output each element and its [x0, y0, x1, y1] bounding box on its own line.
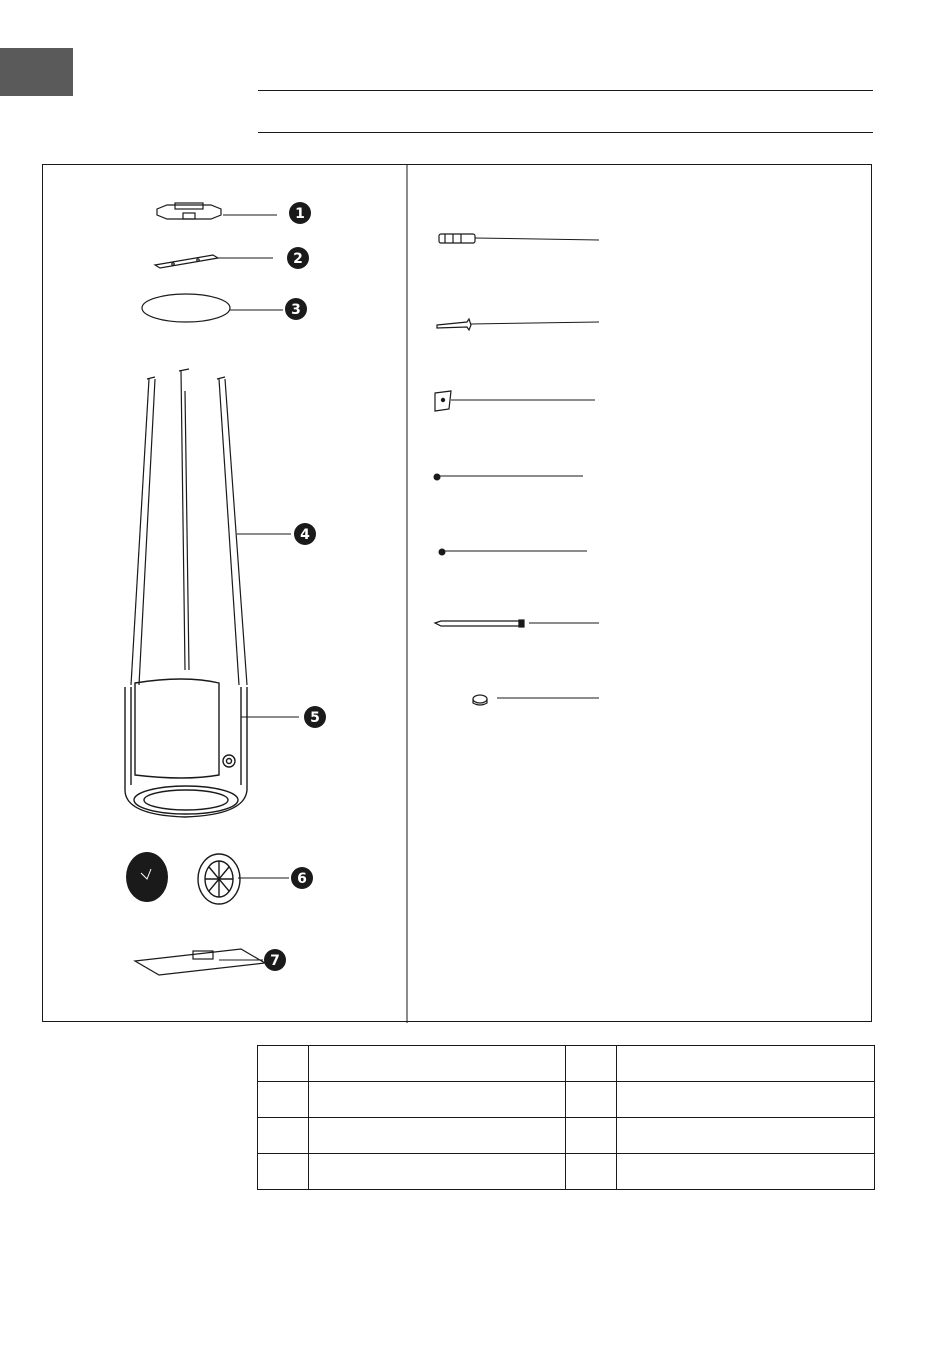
part-5-number: 5 [310, 710, 320, 726]
accessory-cap-nut [473, 695, 599, 705]
accessory-threaded-rod [435, 620, 599, 627]
part-5-badge [304, 706, 326, 728]
part-1-number: 1 [295, 206, 305, 222]
accessory-nut-screw [439, 549, 588, 556]
table-cell [258, 1046, 309, 1082]
table-cell [617, 1082, 875, 1118]
table-row [258, 1154, 875, 1190]
table-cell [566, 1118, 617, 1154]
table-cell [566, 1082, 617, 1118]
table-cell [258, 1154, 309, 1190]
title-rule-bottom [258, 132, 873, 133]
part-3-number: 3 [291, 302, 301, 318]
part-1-badge [289, 202, 311, 224]
accessory-small-screw [434, 474, 584, 481]
part-7-cover-plate [135, 949, 265, 975]
parts-figure-box [42, 164, 872, 1022]
table-row [258, 1118, 875, 1154]
part-4-number: 4 [300, 527, 310, 543]
table-cell [617, 1154, 875, 1190]
accessory-wall-plug [439, 234, 599, 243]
table-cell [258, 1082, 309, 1118]
table-cell [566, 1046, 617, 1082]
language-tab [0, 48, 73, 96]
part-6-number: 6 [297, 871, 307, 887]
part-7-badge [264, 949, 286, 971]
parts-list-table [257, 1045, 875, 1190]
part-4-chimney-rods [131, 369, 247, 685]
table-cell [258, 1118, 309, 1154]
title-rule-top [258, 90, 873, 91]
part-3-badge [285, 298, 307, 320]
part-6-filters [126, 852, 240, 904]
table-cell [309, 1118, 566, 1154]
part-6-badge [291, 867, 313, 889]
table-cell [617, 1118, 875, 1154]
part-4-badge [294, 523, 316, 545]
part-2-number: 2 [293, 251, 303, 267]
part-1-mounting-bracket [157, 203, 221, 219]
table-cell [309, 1154, 566, 1190]
table-row [258, 1082, 875, 1118]
accessory-bracket-clip [435, 391, 595, 411]
part-2-badge [287, 247, 309, 269]
table-cell [617, 1046, 875, 1082]
accessory-screw [437, 319, 599, 330]
parts-illustration [43, 165, 873, 1023]
table-cell [566, 1154, 617, 1190]
table-cell [309, 1046, 566, 1082]
part-7-number: 7 [270, 953, 280, 969]
table-row [258, 1046, 875, 1082]
table-cell [309, 1082, 566, 1118]
part-2-fixing-plate [155, 255, 218, 268]
part-3-ceiling-cover-disc [142, 294, 230, 322]
part-5-hood-body [125, 679, 247, 817]
